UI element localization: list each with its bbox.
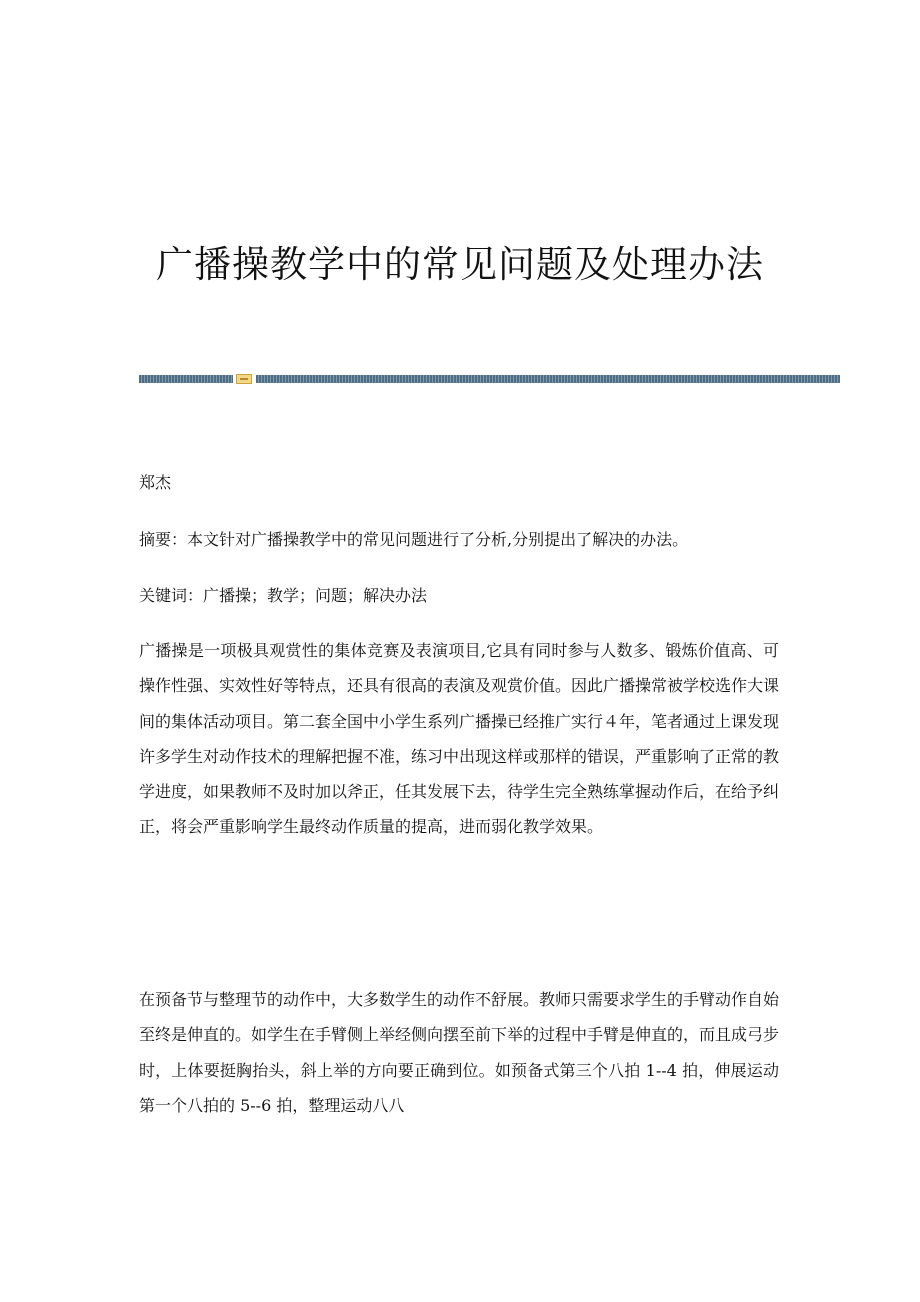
divider-bar-right <box>256 375 840 383</box>
body-paragraph: 广播操是一项极具观赏性的集体竞赛及表演项目,它具有同时参与人数多、锻炼价值高、可操作性强、实效性好等特点，还具有很高的表演及观赏价值。因此广播操常被学校选作大课间的集体活动项目。第二套全国中小学生系列广播操已经推广实行４年，笔者通过上课发现许多学生对动作技术的理解把握不准，练习中出现这样或那样的错误，严重影响了正常的教学进度，如果教师不及时加以斧正，任其发展下去，待学生完全熟练掌握动作后，在给予纠正，将会严重影响学生最终动作质量的提高，进而弱化教学效果。 <box>139 641 780 837</box>
body-paragraph: 在预备节与整理节的动作中，大多数学生的动作不舒展。教师只需要求学生的手臂动作自始至终是伸直的。如学生在手臂侧上举经侧向摆至前下举的过程中手臂是伸直的，而且成弓步时，上体要挺胸抬头，斜上举的方向要正确到位。如预备式第三个八拍 1--4 拍，伸展运动第一个八拍的 5--6 拍，整理运动八八 <box>139 990 780 1115</box>
divider-ornament-icon <box>236 374 252 384</box>
keywords: 关键词：广播操；教学；问题；解决办法 <box>139 586 428 605</box>
author-name: 郑杰 <box>139 473 172 492</box>
document-title: 广播操教学中的常见问题及处理办法 <box>156 242 764 286</box>
title-divider <box>139 375 840 383</box>
divider-bar-left <box>139 375 233 383</box>
abstract: 摘要：本文针对广播操教学中的常见问题进行了分析,分别提出了解决的办法。 <box>139 530 689 549</box>
